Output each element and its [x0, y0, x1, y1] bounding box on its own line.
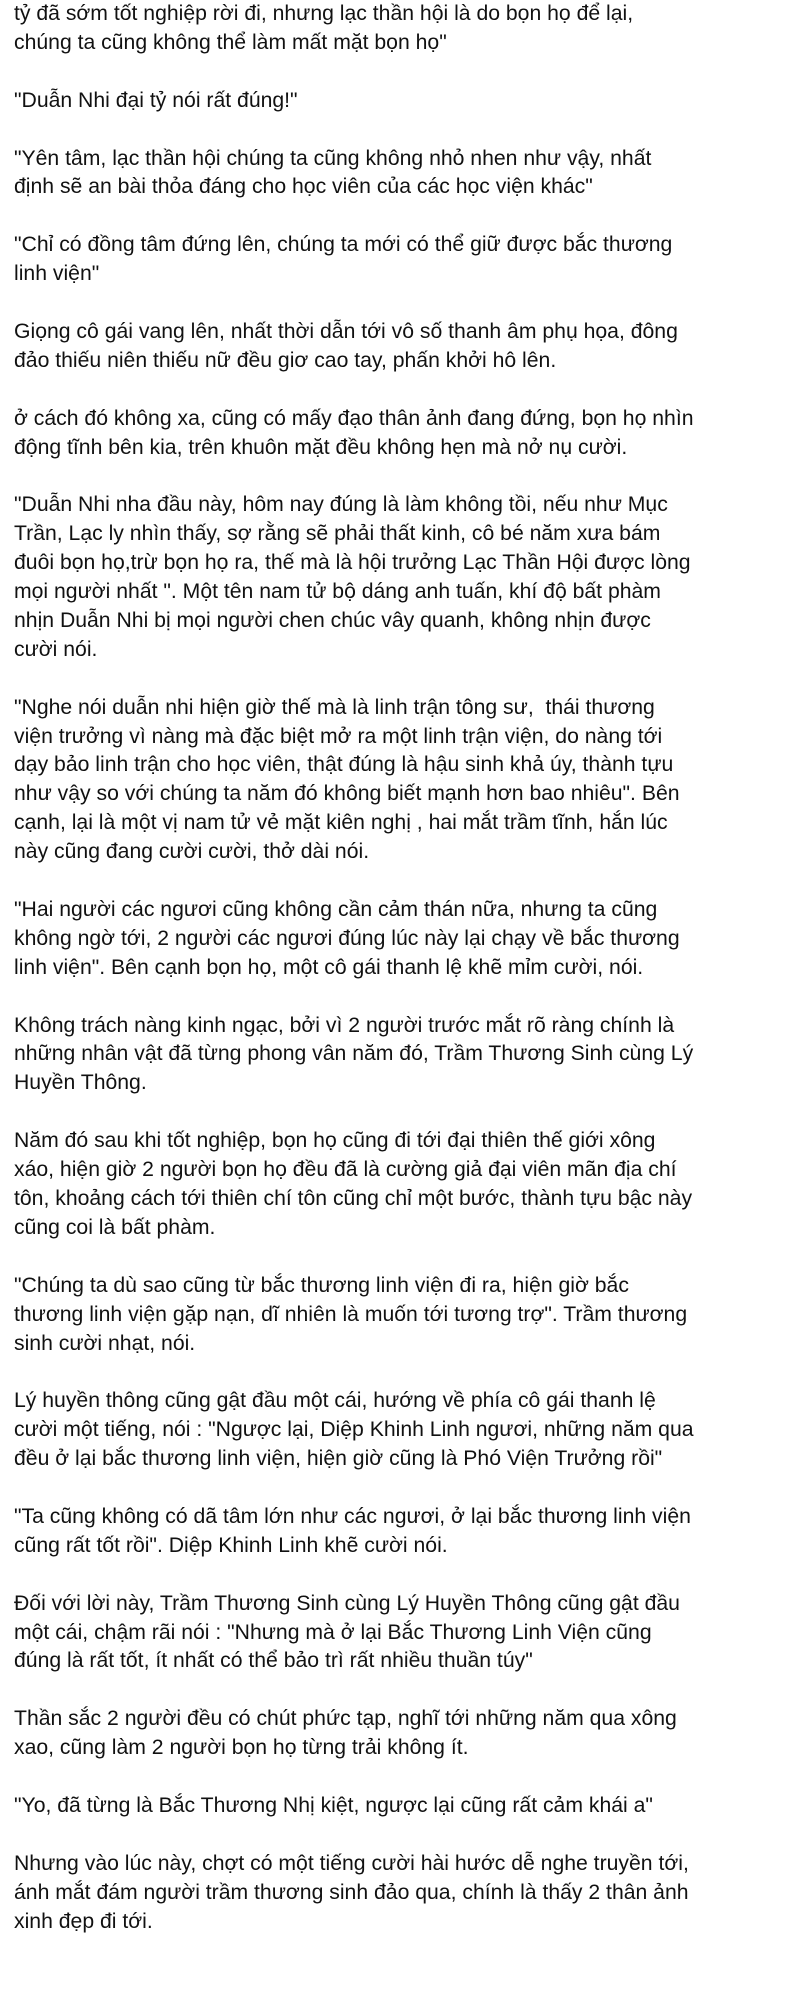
paragraph: "Yên tâm, lạc thần hội chúng ta cũng không nhỏ nhen như vậy, nhất định sẽ an bài thỏa đáng cho học viên của các học viện khác" — [14, 146, 652, 199]
paragraph: Thần sắc 2 người đều có chút phức tạp, nghĩ tới những năm qua xông xao, cũng làm 2 người bọn họ từng trải không ít. — [14, 1707, 677, 1760]
paragraph: "Hai người các ngươi cũng không cần cảm thán nữa, nhưng ta cũng không ngờ tới, 2 người các ngươi đúng lúc này lại chạy về bắc thương linh viện". Bên cạnh bọn họ, một cô gái thanh lệ khẽ mỉm cười, nói. — [14, 897, 680, 979]
paragraph: ở cách đó không xa, cũng có mấy đạo thân ảnh đang đứng, bọn họ nhìn động tĩnh bên kia, trên khuôn mặt đều không hẹn mà nở nụ cười. — [14, 406, 694, 459]
paragraph: "Ta cũng không có dã tâm lớn như các ngươi, ở lại bắc thương linh viện cũng rất tốt rồi". Diệp Khinh Linh khẽ cười nói. — [14, 1504, 691, 1557]
paragraph: Không trách nàng kinh ngạc, bởi vì 2 người trước mắt rõ ràng chính là những nhân vật đã từng phong vân năm đó, Trầm Thương Sinh cùng Lý Huyền Thông. — [14, 1013, 694, 1095]
paragraph: Năm đó sau khi tốt nghiệp, bọn họ cũng đi tới đại thiên thế giới xông xáo, hiện giờ 2 người bọn họ đều đã là cường giả đại viên mãn địa chí tôn, khoảng cách tới thiên chí tôn cũng chỉ một bước, thành tựu bậc này cũng coi là bất phàm. — [14, 1129, 693, 1239]
paragraph: "Chỉ có đồng tâm đứng lên, chúng ta mới có thể giữ được bắc thương linh viện" — [14, 233, 673, 286]
paragraph: Nhưng vào lúc này, chợt có một tiếng cười hài hước dễ nghe truyền tới, ánh mắt đám người trầm thương sinh đảo qua, chính là thấy 2 thân ảnh xinh đẹp đi tới. — [14, 1851, 689, 1933]
paragraph: "Chúng ta dù sao cũng từ bắc thương linh viện đi ra, hiện giờ bắc thương linh viện gặp nạn, dĩ nhiên là muốn tới tương trợ". Trầm thương sinh cười nhạt, nói. — [14, 1273, 688, 1355]
paragraph: "Duẫn Nhi đại tỷ nói rất đúng!" — [14, 88, 298, 112]
paragraph: "Yo, đã từng là Bắc Thương Nhị kiệt, ngược lại cũng rất cảm khái a" — [14, 1793, 653, 1817]
paragraph: "Duẫn Nhi nha đầu này, hôm nay đúng là làm không tồi, nếu như Mục Trần, Lạc ly nhìn thấy, sợ rằng sẽ phải thất kinh, cô bé năm xưa bám đuôi bọn họ,trừ bọn họ ra, thế mà là hội trưởng Lạc Thần Hội được lòng mọi người nhất ". Một tên nam tử bộ dáng anh tuấn, khí độ bất phàm nhịn Duẫn Nhi bị mọi người chen chúc vây quanh, không nhịn được cười nói. — [14, 493, 691, 661]
paragraph: Đối với lời này, Trầm Thương Sinh cùng Lý Huyền Thông cũng gật đầu một cái, chậm rãi nói : "Nhưng mà ở lại Bắc Thương Linh Viện cũng đúng là rất tốt, ít nhất có thể bảo trì rất nhiều thuần túy" — [14, 1591, 680, 1673]
paragraph: Giọng cô gái vang lên, nhất thời dẫn tới vô số thanh âm phụ họa, đông đảo thiếu niên thiếu nữ đều giơ cao tay, phấn khởi hô lên. — [14, 319, 678, 372]
paragraph: Lý huyền thông cũng gật đầu một cái, hướng về phía cô gái thanh lệ cười một tiếng, nói : "Ngược lại, Diệp Khinh Linh ngươi, những năm qua đều ở lại bắc thương linh viện, hiện giờ cũng là Phó Viện Trưởng rồi" — [14, 1389, 694, 1471]
paragraph: "Nghe nói duẫn nhi hiện giờ thế mà là linh trận tông sư, thái thương viện trưởng vì nàng mà đặc biệt mở ra một linh trận viện, do nàng tới dạy bảo linh trận cho học viên, thật đúng là hậu sinh khả úy, thành tựu như vậy so với chúng ta năm đó không biết mạnh hơn bao nhiêu". Bên cạnh, lại là một vị nam tử vẻ mặt kiên nghị , hai mắt trầm tĩnh, hắn lúc này cũng đang cười cười, thở dài nói. — [14, 695, 680, 864]
paragraph: tỷ đã sớm tốt nghiệp rời đi, nhưng lạc thần hội là do bọn họ để lại, chúng ta cũng không thể làm mất mặt bọn họ" — [14, 2, 634, 54]
